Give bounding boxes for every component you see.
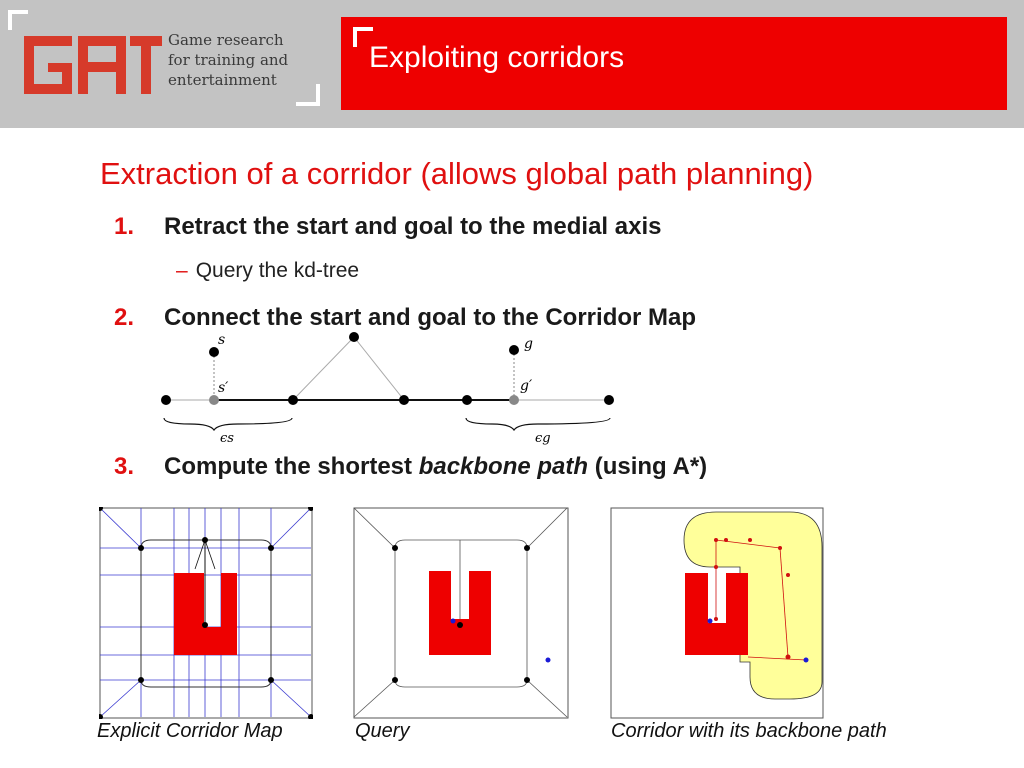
corridor-backbone-figure (610, 507, 824, 719)
logo-line: entertainment (168, 71, 277, 89)
item-number: 1. (114, 213, 135, 240)
triangle-edge (293, 337, 354, 400)
label-eps-s: ϵs (220, 431, 234, 446)
slide-header (0, 0, 1024, 128)
start-point (451, 619, 456, 624)
sub-item (176, 259, 359, 283)
sub-dash: – (176, 259, 188, 282)
start-point (708, 619, 713, 624)
logo-line: for training and (168, 51, 289, 69)
goal-projected-point (509, 395, 519, 405)
epsilon-s-brace (164, 418, 292, 430)
item-number: 2. (114, 304, 135, 331)
figure-caption: Corridor with its backbone path (611, 720, 887, 742)
label-s: s (218, 332, 226, 348)
epsilon-g-brace (466, 418, 610, 430)
vertex (288, 395, 298, 405)
label-s-prime: s′ (218, 380, 229, 396)
gate-logo (0, 0, 330, 128)
explicit-corridor-map-figure (99, 507, 313, 719)
connection-diagram (150, 330, 630, 448)
section-heading: Extraction of a corridor (allows global path planning) (100, 156, 814, 191)
triangle-edge (354, 337, 404, 400)
vertex (399, 395, 409, 405)
item-text (164, 453, 707, 481)
label-g-prime: g′ (520, 378, 533, 394)
goal-point (546, 658, 551, 663)
vertex (349, 332, 359, 342)
goal-point (509, 345, 519, 355)
vertex (604, 395, 614, 405)
item-text: Retract the start and goal to the medial axis (164, 213, 662, 240)
label-eps-g: ϵg (535, 431, 551, 446)
sub-item-text: Query the kd-tree (195, 259, 360, 282)
vertex (462, 395, 472, 405)
label-g: g (524, 336, 533, 352)
logo-tagline (168, 30, 288, 90)
goal-point (804, 658, 809, 663)
item-number: 3. (114, 453, 135, 480)
query-figure (353, 507, 569, 719)
item-text-emphasis: backbone path (418, 453, 589, 480)
start-point (209, 347, 219, 357)
item-text-part: (using A*) (588, 453, 708, 480)
figure-caption: Query (355, 720, 410, 742)
slide-title: Exploiting corridors (369, 41, 625, 74)
title-bar (341, 17, 1007, 110)
figure-caption: Explicit Corridor Map (97, 720, 283, 742)
start-projected-point (209, 395, 219, 405)
item-text-part: Compute the shortest (164, 453, 419, 480)
vertex (161, 395, 171, 405)
item-text: Connect the start and goal to the Corridor Map (164, 304, 697, 331)
logo-line: Game research (168, 31, 284, 49)
